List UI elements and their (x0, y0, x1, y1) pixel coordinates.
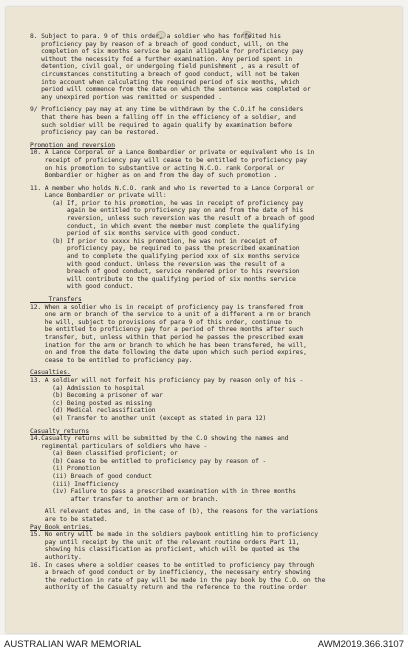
document-line: with good conduct. (30, 283, 134, 291)
document-line: one arm or branch of the service to a unit of a different a rm or branch (30, 311, 311, 319)
document-line: authority of the Casualty return and the reference to the routine order (30, 584, 307, 592)
document-line: (i) Promotion (30, 465, 101, 473)
document-line: conduct, in which event the member must complete the qualifying (30, 222, 300, 230)
document-line: 11. A member who holds N.C.O. rank and who is reverted to a Lance Corporal or (30, 184, 315, 192)
footer-collection-name: AUSTRALIAN WAR MEMORIAL (4, 639, 142, 650)
document-line: (e) Transfer to another unit (except as stated in para 12) (30, 414, 267, 422)
footer-bar (0, 635, 408, 653)
document-line: transfer, but, unless within that period he passes the prescribed exam (30, 333, 304, 341)
document-line: he will, subject to provisions of para 9 of this order, continue to (30, 318, 293, 326)
document-line: period will commence from the date on which the sentence was completed or (30, 86, 311, 94)
document-line: breach of good conduct, service rendered prior to his reversion (30, 268, 300, 276)
document-line: be entitled to proficiency pay for a period of three months after such (30, 326, 304, 334)
document-line: a breach of good conduct or by inefficiency, the necessary entry showing (30, 569, 311, 577)
section-heading: Casualties. (30, 369, 71, 377)
document-line: period of six months service with good conduct. (30, 230, 241, 238)
document-line: after transfer to another arm or branch. (30, 495, 219, 503)
document-line: and to complete the qualifying period xxx of six months service (30, 253, 300, 261)
document-line: cease to be entitled to proficiency pay. (30, 356, 193, 364)
document-line: 12. When a soldier who is in receipt of proficiency pay is transfered from (30, 303, 304, 311)
document-line: such soldier will be required to again qualify by examination before (30, 121, 293, 129)
document-line: will contribute to the qualifying period of six months service (30, 275, 296, 283)
document-line: Bombardier or higher as on and from the day of such promotion . (30, 172, 278, 180)
document-line: on his promotion to substantive or acting N.C.O. rank Corporal or (30, 164, 285, 172)
document-line: (c) Being posted as missing (30, 399, 152, 407)
document-page (6, 7, 402, 633)
document-line: 8. Subject to para. 9 of this order, a soldier who has forfeited his (30, 33, 281, 40)
document-line: (a) If, prior to his promotion, he was in receipt of proficiency pay (30, 199, 304, 207)
document-line: detention, civil goal, or undergoing field punishment , as a result of (30, 63, 300, 71)
document-line: regimental particulars of soldiers who have - (30, 442, 208, 450)
document-line: 15. No entry will be made in the soldiers paybook entitling him to proficiency (30, 531, 318, 539)
document-line: reversion, unless such reversion was the result of a breach of good (30, 215, 315, 223)
document-line: proficiency pay, be required to pass the prescribed examination (30, 245, 300, 253)
document-line: proficiency pay by reason of a breach of good conduct, will, on the (30, 40, 289, 48)
document-line: All relevant dates and, in the case of (b), the reasons for the variations (30, 508, 318, 516)
document-line: (b) If prior to xxxxx his promotion, he was not in receipt of (30, 237, 278, 245)
document-line: 9/ Proficiency pay may at any time be withdrawn by the C.O.if he considers (30, 106, 304, 114)
document-line: (b) Cease to be entitled to proficiency pay by reason of - (30, 457, 267, 465)
document-line: any unexpired portion was remitted or suspended . (30, 93, 222, 101)
document-line: proficiency pay can be restored. (30, 129, 160, 137)
section-heading: Promotion and reversion (30, 141, 115, 149)
document-line: Lance Bombardier or private will: (30, 192, 167, 200)
document-line: receipt of proficiency pay will cease to be entitled to proficiency pay (30, 156, 307, 164)
document-line: that there has been a falling off in the efficiency of a soldier, and (30, 113, 296, 121)
document-line: (iii) Inefficiency (30, 480, 119, 488)
section-heading: Transfers (30, 296, 82, 303)
document-line: (iv) Failure to pass a prescribed examination with in three months (30, 488, 296, 496)
document-line: authority. (30, 554, 82, 561)
document-line: showing his classification as proficient, which will be quoted as the (30, 546, 300, 554)
document-line: (b) Becoming a prisoner of war (30, 392, 163, 400)
document-line: (d) Medical reclassification (30, 407, 156, 415)
document-line: with good conduct. Unless the reversion was the result of a (30, 260, 285, 268)
document-line: again be entitled to proficiency pay on and from the date of his (30, 207, 304, 215)
document-line: (ii) Breach of good conduct (30, 473, 152, 481)
section-heading: Casualty returns (30, 427, 90, 435)
document-line: pay until receipt by the unit of the relevant routine orders Part 11, (30, 538, 300, 546)
document-line: 16. In cases where a soldier ceases to be entitled to proficiency pay through (30, 561, 315, 569)
document-text (30, 33, 396, 592)
document-line: the reduction in rate of pay will be made in the pay book by the C.O. on the (30, 576, 326, 584)
document-line: into account when calculating the required period of six months, which (30, 78, 300, 86)
document-line: 10. A Lance Corporal or a Lance Bombardier or private or equivalent who is in (30, 149, 315, 157)
document-line: (a) Been classified proficient; or (30, 450, 178, 458)
document-line: 13. A soldier will not forfeit his proficiency pay by reason only of his - (30, 376, 304, 384)
document-line: circumstances constituting a breach of good conduct, will not be taken (30, 70, 300, 78)
document-line: ination for the arm or branch to which he has been transfered, he will, (30, 341, 307, 349)
footer-accession-number: AWM2019.366.3107 (317, 639, 404, 650)
section-heading: Pay Book entries. (30, 523, 93, 531)
document-line: completion of six months service be again alligable for proficiency pay (30, 48, 304, 56)
document-line: (a) Admission to hospital (30, 384, 145, 392)
document-line: 14.Casualty returns will be submitted by the C.O showing the names and (30, 435, 289, 443)
document-line: without the necessity fo£ a further examination. Any period spent in (30, 55, 293, 63)
document-line: on and from the date following the date upon which such period expires, (30, 349, 307, 357)
document-line: are to be stated. (30, 516, 108, 524)
